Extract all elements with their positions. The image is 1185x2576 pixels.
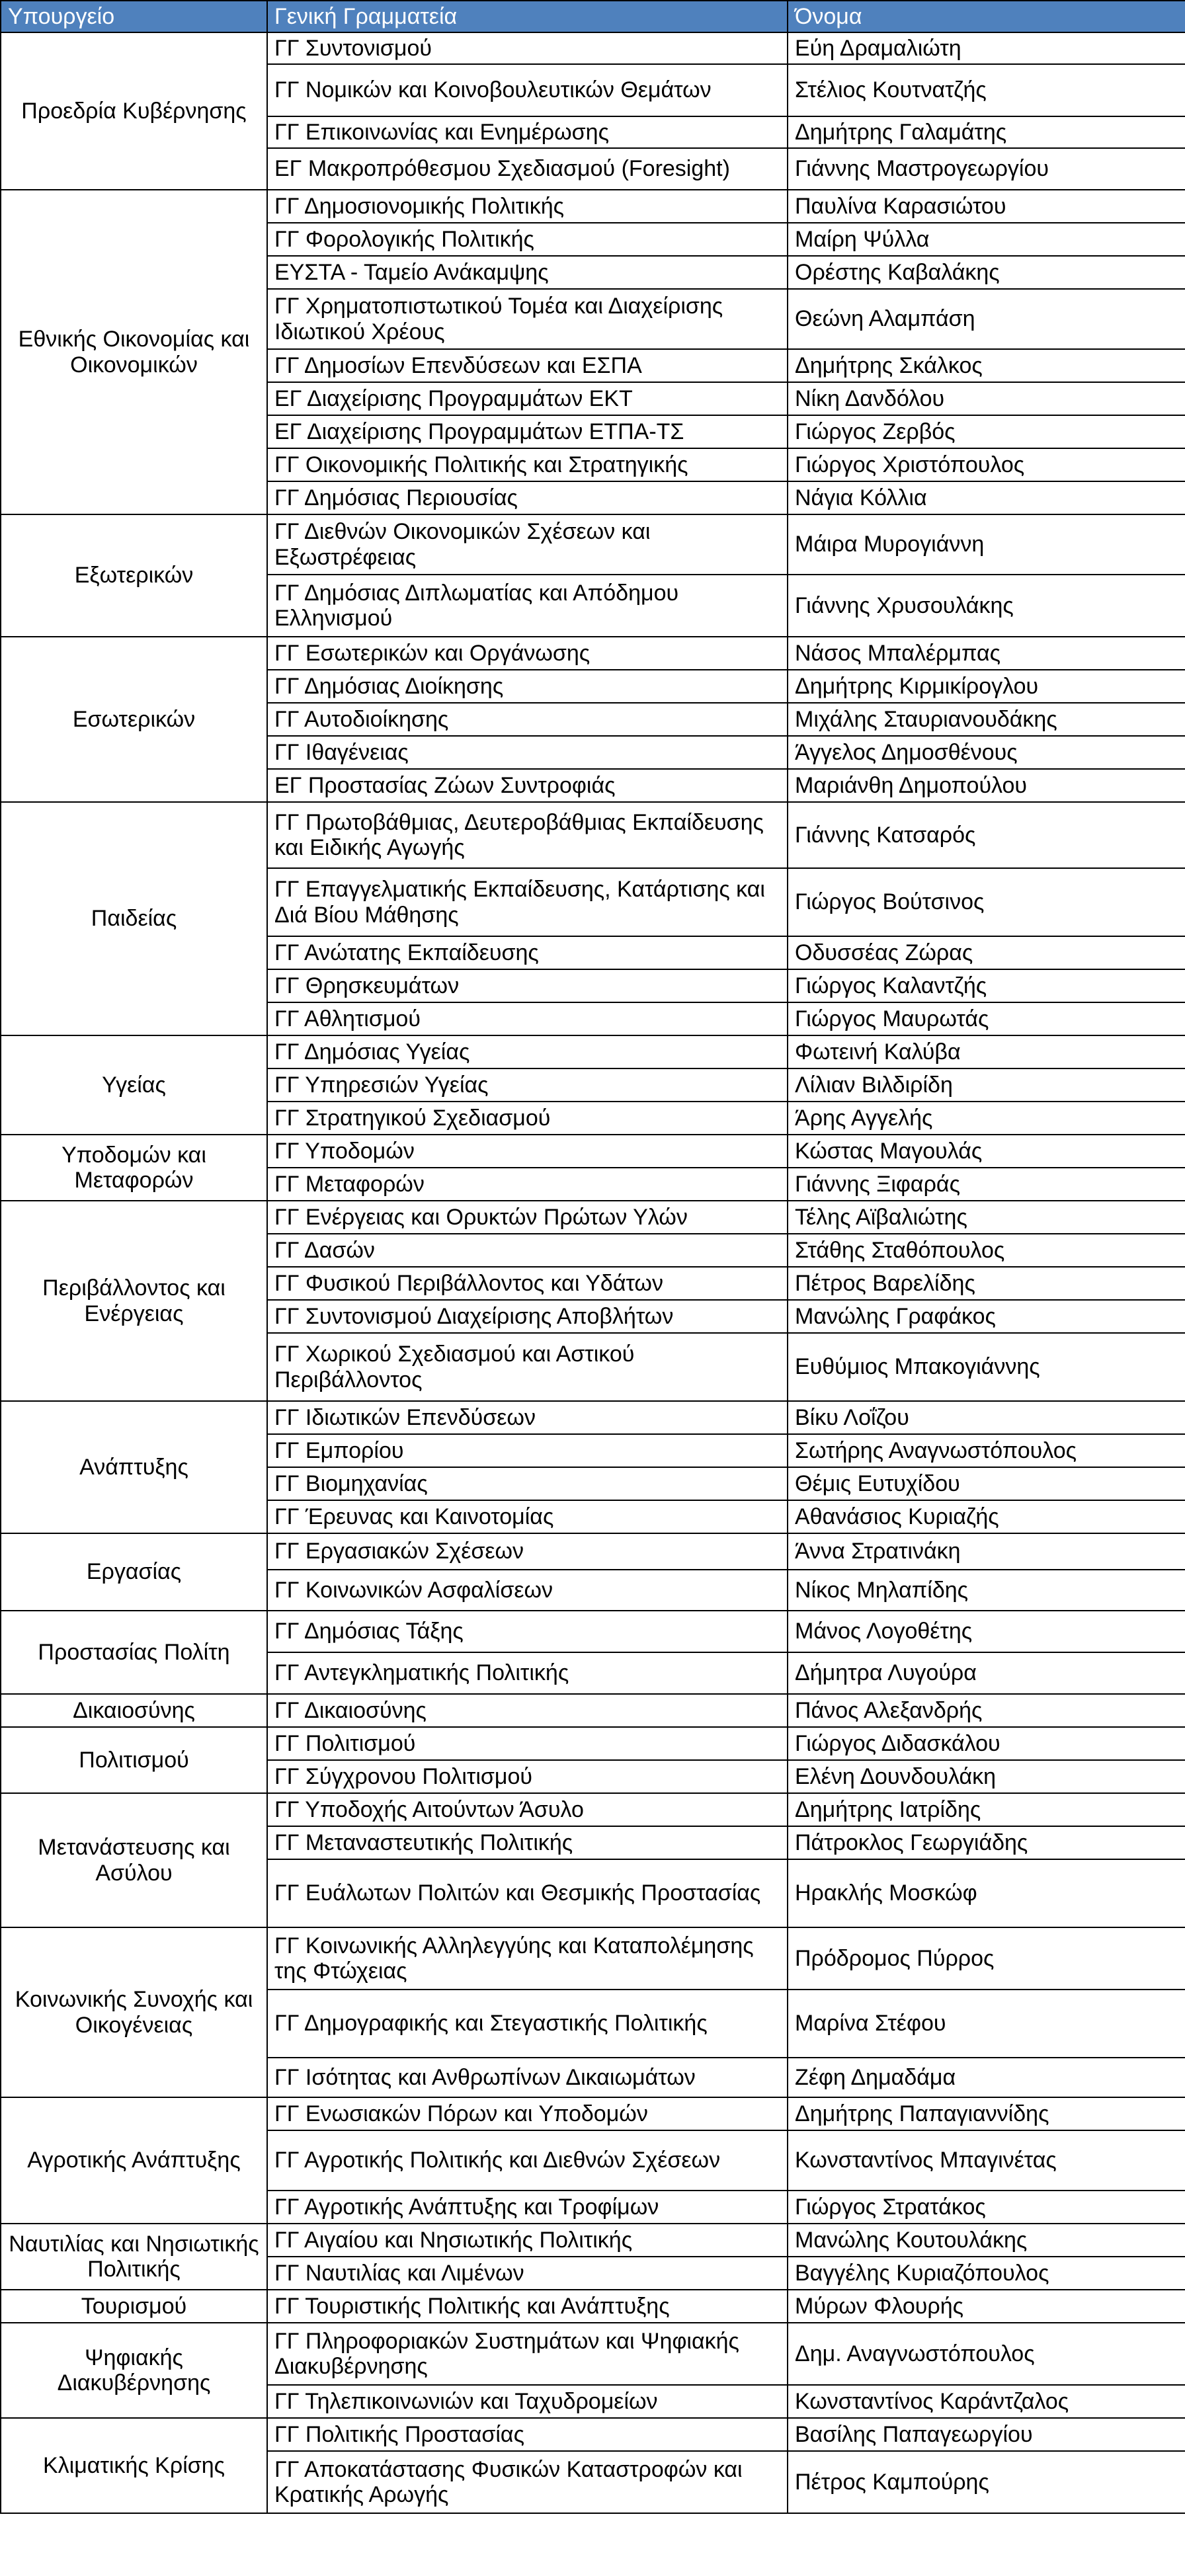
- table-row: [1, 2418, 1185, 2451]
- secretariat-cell: ΓΓ Εμπορίου: [267, 1434, 788, 1467]
- person-name-cell: Ελένη Δουνδουλάκη: [788, 1760, 1185, 1793]
- secretariat-cell: ΓΓ Νομικών και Κοινοβουλευτικών Θεμάτων: [267, 64, 788, 116]
- table-row: [1, 2323, 1185, 2385]
- person-name-cell: Ηρακλής Μοσκώφ: [788, 1859, 1185, 1927]
- ministry-cell: Ψηφιακής Διακυβέρνησης: [1, 2323, 267, 2418]
- secretariat-cell: ΓΓ Αγροτικής Ανάπτυξης και Τροφίμων: [267, 2191, 788, 2224]
- person-name-cell: Λίλιαν Βιλδιρίδη: [788, 1068, 1185, 1102]
- table-row: [1, 32, 1185, 64]
- person-name-cell: Γιάννης Χρυσουλάκης: [788, 575, 1185, 637]
- ministry-cell: Προεδρία Κυβέρνησης: [1, 32, 267, 190]
- table-row: [1, 1793, 1185, 1826]
- person-name-cell: Βίκυ Λοΐζου: [788, 1401, 1185, 1434]
- person-name-cell: Δημήτρης Σκάλκος: [788, 349, 1185, 382]
- secretariat-cell: ΓΓ Δημόσιας Διοίκησης: [267, 670, 788, 703]
- secretariat-cell: ΓΓ Μεταναστευτικής Πολιτικής: [267, 1826, 788, 1859]
- person-name-cell: Κωνσταντίνος Καράντζαλος: [788, 2385, 1185, 2418]
- ministry-cell: Τουρισμού: [1, 2290, 267, 2323]
- table-row: [1, 637, 1185, 670]
- secretariat-cell: ΓΓ Δημοσίων Επενδύσεων και ΕΣΠΑ: [267, 349, 788, 382]
- person-name-cell: Μιχάλης Σταυριανουδάκης: [788, 703, 1185, 736]
- person-name-cell: Εύη Δραμαλιώτη: [788, 32, 1185, 64]
- ministry-cell: Εξωτερικών: [1, 514, 267, 637]
- secretariat-cell: ΓΓ Σύγχρονου Πολιτισμού: [267, 1760, 788, 1793]
- secretariat-cell: ΓΓ Μεταφορών: [267, 1168, 788, 1201]
- person-name-cell: Βασίλης Παπαγεωργίου: [788, 2418, 1185, 2451]
- secretariat-cell: ΓΓ Χρηματοπιστωτικού Τομέα και Διαχείρισης Ιδιωτικού Χρέους: [267, 289, 788, 349]
- secretariat-cell: ΓΓ Εργασιακών Σχέσεων: [267, 1533, 788, 1570]
- ministry-cell: Κλιματικής Κρίσης: [1, 2418, 267, 2513]
- secretariat-cell: ΓΓ Συντονισμού: [267, 32, 788, 64]
- person-name-cell: Γιώργος Διδασκάλου: [788, 1727, 1185, 1760]
- secretariat-cell: ΓΓ Κοινωνικής Αλληλεγγύης και Καταπολέμησης της Φτώχειας: [267, 1927, 788, 1990]
- table-row: [1, 1533, 1185, 1570]
- secretariat-cell: ΓΓ Στρατηγικού Σχεδιασμού: [267, 1102, 788, 1135]
- table-row: [1, 802, 1185, 868]
- person-name-cell: Αθανάσιος Κυριαζής: [788, 1500, 1185, 1533]
- person-name-cell: Θεώνη Αλαμπάση: [788, 289, 1185, 349]
- secretariat-cell: ΓΓ Κοινωνικών Ασφαλίσεων: [267, 1570, 788, 1611]
- secretariat-cell: ΓΓ Διεθνών Οικονομικών Σχέσεων και Εξωστρέφειας: [267, 514, 788, 575]
- secretariat-cell: ΓΓ Επαγγελματικής Εκπαίδευσης, Κατάρτισης και Διά Βίου Μάθησης: [267, 868, 788, 936]
- table-row: [1, 1611, 1185, 1652]
- person-name-cell: Μύρων Φλουρής: [788, 2290, 1185, 2323]
- person-name-cell: Κώστας Μαγουλάς: [788, 1135, 1185, 1168]
- person-name-cell: Μάιρα Μυρογιάννη: [788, 514, 1185, 575]
- secretariat-cell: ΓΓ Υποδοχής Αιτούντων Άσυλο: [267, 1793, 788, 1826]
- secretariat-cell: ΓΓ Ισότητας και Ανθρωπίνων Δικαιωμάτων: [267, 2058, 788, 2097]
- person-name-cell: Δημήτρης Κιρμικίρογλου: [788, 670, 1185, 703]
- ministry-cell: Εσωτερικών: [1, 637, 267, 802]
- table-row: [1, 2224, 1185, 2257]
- ministry-cell: Μετανάστευσης και Ασύλου: [1, 1793, 267, 1927]
- secretariat-cell: ΕΥΣΤΑ - Ταμείο Ανάκαμψης: [267, 256, 788, 289]
- person-name-cell: Μαρίνα Στέφου: [788, 1990, 1185, 2058]
- person-name-cell: Θέμις Ευτυχίδου: [788, 1467, 1185, 1500]
- ministry-cell: Αγροτικής Ανάπτυξης: [1, 2097, 267, 2224]
- person-name-cell: Νίκος Μηλαπίδης: [788, 1570, 1185, 1611]
- secretariat-cell: ΓΓ Θρησκευμάτων: [267, 969, 788, 1002]
- person-name-cell: Πάτροκλος Γεωργιάδης: [788, 1826, 1185, 1859]
- secretariat-cell: ΓΓ Πληροφοριακών Συστημάτων και Ψηφιακής Διακυβέρνησης: [267, 2323, 788, 2385]
- ministry-cell: Υποδομών και Μεταφορών: [1, 1135, 267, 1201]
- person-name-cell: Μανώλης Γραφάκος: [788, 1300, 1185, 1333]
- secretariat-cell: ΓΓ Οικονομικής Πολιτικής και Στρατηγικής: [267, 448, 788, 481]
- person-name-cell: Άγγελος Δημοσθένους: [788, 736, 1185, 769]
- person-name-cell: Βαγγέλης Κυριαζόπουλος: [788, 2257, 1185, 2290]
- header-name: Όνομα: [788, 1, 1185, 32]
- person-name-cell: Τέλης Αϊβαλιώτης: [788, 1201, 1185, 1234]
- person-name-cell: Νάσος Μπαλέρμπας: [788, 637, 1185, 670]
- table-row: [1, 1694, 1185, 1727]
- header-ministry: Υπουργείο: [1, 1, 267, 32]
- person-name-cell: Νίκη Δανδόλου: [788, 382, 1185, 415]
- person-name-cell: Στέλιος Κουτνατζής: [788, 64, 1185, 116]
- person-name-cell: Γιώργος Στρατάκος: [788, 2191, 1185, 2224]
- person-name-cell: Δήμητρα Λυγούρα: [788, 1652, 1185, 1694]
- table-row: [1, 1727, 1185, 1760]
- person-name-cell: Πάνος Αλεξανδρής: [788, 1694, 1185, 1727]
- ministry-cell: Περιβάλλοντος και Ενέργειας: [1, 1201, 267, 1401]
- ministry-cell: Προστασίας Πολίτη: [1, 1611, 267, 1694]
- secretariat-cell: ΕΓ Διαχείρισης Προγραμμάτων ΕΤΠΑ-ΤΣ: [267, 415, 788, 448]
- secretariat-cell: ΓΓ Χωρικού Σχεδιασμού και Αστικού Περιβάλλοντος: [267, 1333, 788, 1401]
- secretariat-cell: ΓΓ Τουριστικής Πολιτικής και Ανάπτυξης: [267, 2290, 788, 2323]
- ministry-cell: Εργασίας: [1, 1533, 267, 1611]
- person-name-cell: Γιώργος Μαυρωτάς: [788, 1002, 1185, 1035]
- secretariat-cell: ΓΓ Πρωτοβάθμιας, Δευτεροβάθμιας Εκπαίδευσης και Ειδικής Αγωγής: [267, 802, 788, 868]
- person-name-cell: Δημήτρης Γαλαμάτης: [788, 116, 1185, 148]
- secretariat-cell: ΓΓ Φυσικού Περιβάλλοντος και Υδάτων: [267, 1267, 788, 1300]
- secretariat-cell: ΓΓ Συντονισμού Διαχείρισης Αποβλήτων: [267, 1300, 788, 1333]
- person-name-cell: Δημήτρης Ιατρίδης: [788, 1793, 1185, 1826]
- table-row: [1, 1401, 1185, 1434]
- secretariat-cell: ΓΓ Ναυτιλίας και Λιμένων: [267, 2257, 788, 2290]
- person-name-cell: Γιάννης Μαστρογεωργίου: [788, 148, 1185, 190]
- secretariat-cell: ΕΓ Μακροπρόθεσμου Σχεδιασμού (Foresight): [267, 148, 788, 190]
- secretariat-cell: ΓΓ Αποκατάστασης Φυσικών Καταστροφών και Κρατικής Αρωγής: [267, 2451, 788, 2513]
- secretariat-cell: ΓΓ Αντεγκληματικής Πολιτικής: [267, 1652, 788, 1694]
- secretariat-cell: ΓΓ Δημοσιονομικής Πολιτικής: [267, 190, 788, 223]
- ministry-cell: Κοινωνικής Συνοχής και Οικογένειας: [1, 1927, 267, 2097]
- ministry-cell: Ανάπτυξης: [1, 1401, 267, 1533]
- person-name-cell: Μάνος Λογοθέτης: [788, 1611, 1185, 1652]
- table-row: [1, 190, 1185, 223]
- secretariat-cell: ΓΓ Αθλητισμού: [267, 1002, 788, 1035]
- secretariat-cell: ΓΓ Ευάλωτων Πολιτών και Θεσμικής Προστασίας: [267, 1859, 788, 1927]
- table-row: [1, 1035, 1185, 1068]
- person-name-cell: Γιώργος Καλαντζής: [788, 969, 1185, 1002]
- secretariat-cell: ΓΓ Φορολογικής Πολιτικής: [267, 223, 788, 256]
- person-name-cell: Νάγια Κόλλια: [788, 481, 1185, 514]
- person-name-cell: Οδυσσέας Ζώρας: [788, 936, 1185, 969]
- secretariat-cell: ΓΓ Υποδομών: [267, 1135, 788, 1168]
- secretariat-cell: ΕΓ Διαχείρισης Προγραμμάτων ΕΚΤ: [267, 382, 788, 415]
- secretariat-cell: ΓΓ Αγροτικής Πολιτικής και Διεθνών Σχέσεων: [267, 2130, 788, 2191]
- header-secretariat: Γενική Γραμματεία: [267, 1, 788, 32]
- secretariat-cell: ΓΓ Δημογραφικής και Στεγαστικής Πολιτικής: [267, 1990, 788, 2058]
- secretariat-cell: ΓΓ Δικαιοσύνης: [267, 1694, 788, 1727]
- secretariat-cell: ΓΓ Πολιτικής Προστασίας: [267, 2418, 788, 2451]
- ministry-cell: Ναυτιλίας και Νησιωτικής Πολιτικής: [1, 2224, 267, 2290]
- secretariat-cell: ΓΓ Βιομηχανίας: [267, 1467, 788, 1500]
- secretariat-cell: ΓΓ Τηλεπικοινωνιών και Ταχυδρομείων: [267, 2385, 788, 2418]
- person-name-cell: Γιώργος Χριστόπουλος: [788, 448, 1185, 481]
- secretariat-cell: ΓΓ Υπηρεσιών Υγείας: [267, 1068, 788, 1102]
- person-name-cell: Γιάννης Ξιφαράς: [788, 1168, 1185, 1201]
- person-name-cell: Πέτρος Βαρελίδης: [788, 1267, 1185, 1300]
- ministry-cell: Παιδείας: [1, 802, 267, 1035]
- secretariat-cell: ΓΓ Δημόσιας Διπλωματίας και Απόδημου Ελληνισμού: [267, 575, 788, 637]
- person-name-cell: Δημ. Αναγνωστόπουλος: [788, 2323, 1185, 2385]
- person-name-cell: Γιάννης Κατσαρός: [788, 802, 1185, 868]
- ministry-cell: Πολιτισμού: [1, 1727, 267, 1793]
- secretariat-cell: ΓΓ Έρευνας και Καινοτομίας: [267, 1500, 788, 1533]
- secretariat-cell: ΓΓ Εσωτερικών και Οργάνωσης: [267, 637, 788, 670]
- secretariat-cell: ΓΓ Δημόσιας Υγείας: [267, 1035, 788, 1068]
- person-name-cell: Ευθύμιος Μπακογιάννης: [788, 1333, 1185, 1401]
- table-row: [1, 1135, 1185, 1168]
- person-name-cell: Κωνσταντίνος Μπαγινέτας: [788, 2130, 1185, 2191]
- table-row: [1, 2290, 1185, 2323]
- person-name-cell: Γιώργος Ζερβός: [788, 415, 1185, 448]
- table-row: [1, 1201, 1185, 1234]
- person-name-cell: Μανώλης Κουτουλάκης: [788, 2224, 1185, 2257]
- secretariat-cell: ΓΓ Ενωσιακών Πόρων και Υποδομών: [267, 2097, 788, 2130]
- secretariat-cell: ΕΓ Προστασίας Ζώων Συντροφιάς: [267, 769, 788, 802]
- person-name-cell: Σωτήρης Αναγνωστόπουλος: [788, 1434, 1185, 1467]
- secretariat-cell: ΓΓ Δασών: [267, 1234, 788, 1267]
- person-name-cell: Πέτρος Καμπούρης: [788, 2451, 1185, 2513]
- secretariat-cell: ΓΓ Δημόσιας Τάξης: [267, 1611, 788, 1652]
- person-name-cell: Φωτεινή Καλύβα: [788, 1035, 1185, 1068]
- person-name-cell: Δημήτρης Παπαγιαννίδης: [788, 2097, 1185, 2130]
- secretariat-cell: ΓΓ Ενέργειας και Ορυκτών Πρώτων Υλών: [267, 1201, 788, 1234]
- table-row: [1, 2097, 1185, 2130]
- person-name-cell: Πρόδρομος Πύρρος: [788, 1927, 1185, 1990]
- person-name-cell: Άννα Στρατινάκη: [788, 1533, 1185, 1570]
- person-name-cell: Γιώργος Βούτσινος: [788, 868, 1185, 936]
- ministry-cell: Υγείας: [1, 1035, 267, 1135]
- table-row: [1, 514, 1185, 575]
- secretariat-cell: ΓΓ Δημόσιας Περιουσίας: [267, 481, 788, 514]
- secretariat-cell: ΓΓ Αιγαίου και Νησιωτικής Πολιτικής: [267, 2224, 788, 2257]
- person-name-cell: Στάθης Σταθόπουλος: [788, 1234, 1185, 1267]
- ministry-cell: Εθνικής Οικονομίας και Οικονομικών: [1, 190, 267, 514]
- person-name-cell: Άρης Αγγελής: [788, 1102, 1185, 1135]
- secretariat-cell: ΓΓ Επικοινωνίας και Ενημέρωσης: [267, 116, 788, 148]
- secretariat-cell: ΓΓ Πολιτισμού: [267, 1727, 788, 1760]
- table-row: [1, 1927, 1185, 1990]
- person-name-cell: Ορέστης Καβαλάκης: [788, 256, 1185, 289]
- person-name-cell: Μαριάνθη Δημοπούλου: [788, 769, 1185, 802]
- person-name-cell: Μαίρη Ψύλλα: [788, 223, 1185, 256]
- person-name-cell: Ζέφη Δημαδάμα: [788, 2058, 1185, 2097]
- secretariat-cell: ΓΓ Αυτοδιοίκησης: [267, 703, 788, 736]
- secretariat-cell: ΓΓ Ανώτατης Εκπαίδευσης: [267, 936, 788, 969]
- ministry-cell: Δικαιοσύνης: [1, 1694, 267, 1727]
- header-row: [1, 1, 1185, 32]
- person-name-cell: Παυλίνα Καρασιώτου: [788, 190, 1185, 223]
- secretariat-cell: ΓΓ Ιδιωτικών Επενδύσεων: [267, 1401, 788, 1434]
- secretariat-cell: ΓΓ Ιθαγένειας: [267, 736, 788, 769]
